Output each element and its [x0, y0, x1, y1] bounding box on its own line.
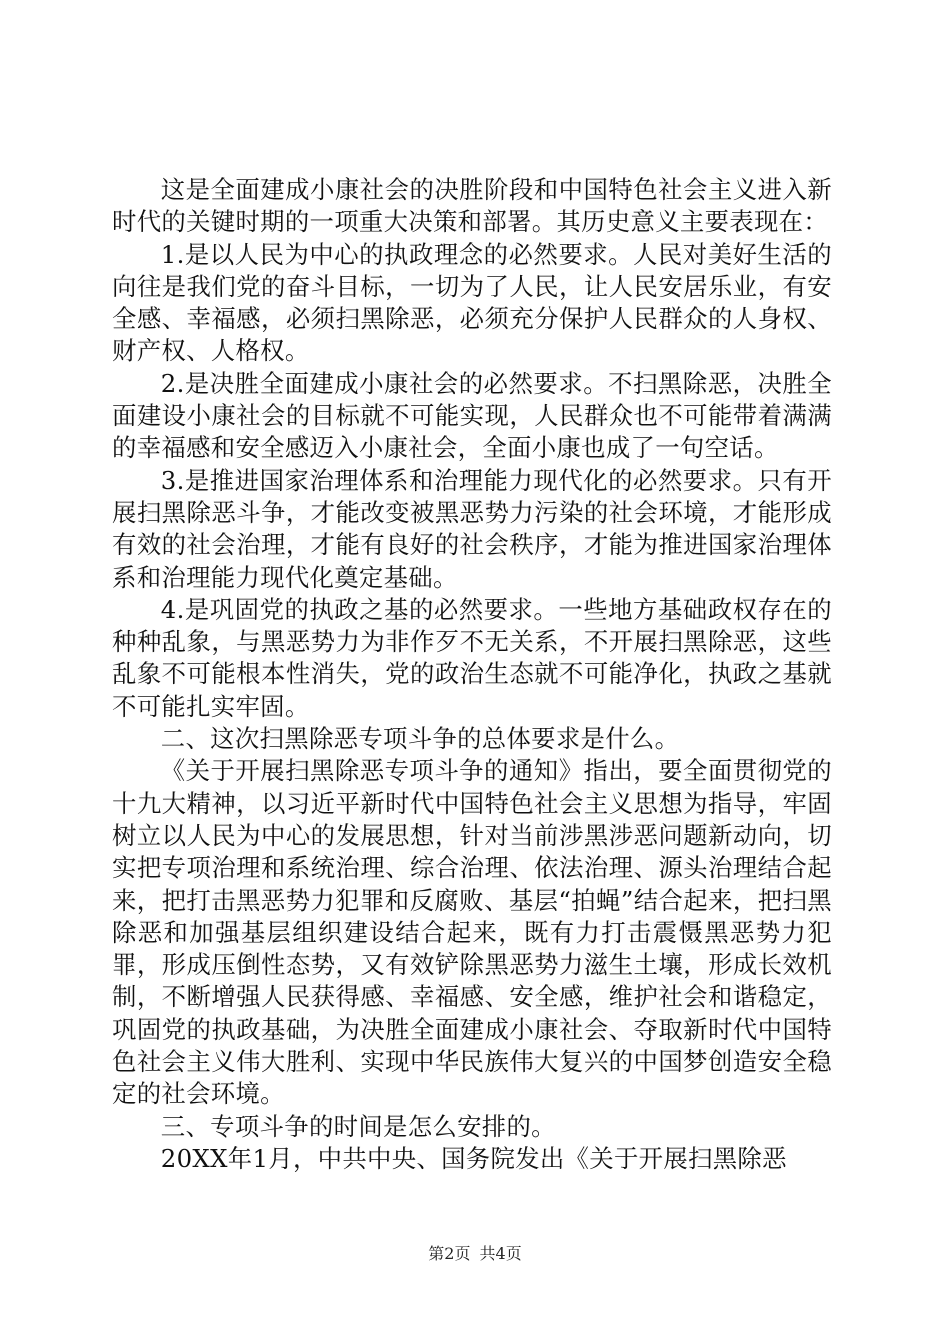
section-2-heading: 二、这次扫黑除恶专项斗争的总体要求是什么。 [160, 724, 680, 754]
point-1-paragraph: 1.是以人民为中心的执政理念的必然要求。人民对美好生活的向往是我们党的奋斗目标，一切为了人民，让人民安居乐业，有安全感、幸福感，必须扫黑除恶，必须充分保护人民群众的人身权、财产权、人格权。 [112, 239, 832, 366]
page-footer [0, 1244, 950, 1264]
page-total: 共4页 [479, 1244, 522, 1263]
point-3-paragraph: 3.是推进国家治理体系和治理能力现代化的必然要求。只有开展扫黑除恶斗争，才能改变被黑恶势力污染的社会环境，才能形成有效的社会治理，才能有良好的社会秩序，才能为推进国家治理体系和治理能力现代化奠定基础。 [112, 465, 832, 592]
section-3-paragraph: 20XX年1月，中共中央、国务院发出《关于开展扫黑除恶 [160, 1143, 787, 1173]
section-3-heading: 三、专项斗争的时间是怎么安排的。 [160, 1111, 556, 1141]
intro-paragraph: 这是全面建成小康社会的决胜阶段和中国特色社会主义进入新时代的关键时期的一项重大决策和部署。其历史意义主要表现在： [112, 175, 832, 237]
document-body [112, 174, 832, 1175]
section-2-paragraph: 《关于开展扫黑除恶专项斗争的通知》指出，要全面贯彻党的十九大精神，以习近平新时代中国特色社会主义思想为指导，牢固树立以人民为中心的发展思想，针对当前涉黑涉恶问题新动向，切实把专项治理和系统治理、综合治理、依法治理、源头治理结合起来，把打击黑恶势力犯罪和反腐败、基层“拍蝇”结合起来，把扫黑除恶和加强基层组织建设结合起来，既有力打击震慑黑恶势力犯罪，形成压倒性态势，又有效铲除黑恶势力滋生土壤，形成长效机制，不断增强人民获得感、幸福感、安全感，维护社会和谐稳定，巩固党的执政基础，为决胜全面建成小康社会、夺取新时代中国特色社会主义伟大胜利、实现中华民族伟大复兴的中国梦创造安全稳定的社会环境。 [112, 756, 832, 1109]
point-4-paragraph: 4.是巩固党的执政之基的必然要求。一些地方基础政权存在的种种乱象，与黑恶势力为非作歹不无关系，不开展扫黑除恶，这些乱象不可能根本性消失，党的政治生态就不可能净化，执政之基就不可能扎实牢固。 [112, 594, 832, 721]
page-number: 第2页 [428, 1244, 471, 1263]
point-2-paragraph: 2.是决胜全面建成小康社会的必然要求。不扫黑除恶，决胜全面建设小康社会的目标就不可能实现，人民群众也不可能带着满满的幸福感和安全感迈入小康社会，全面小康也成了一句空话。 [112, 368, 832, 463]
